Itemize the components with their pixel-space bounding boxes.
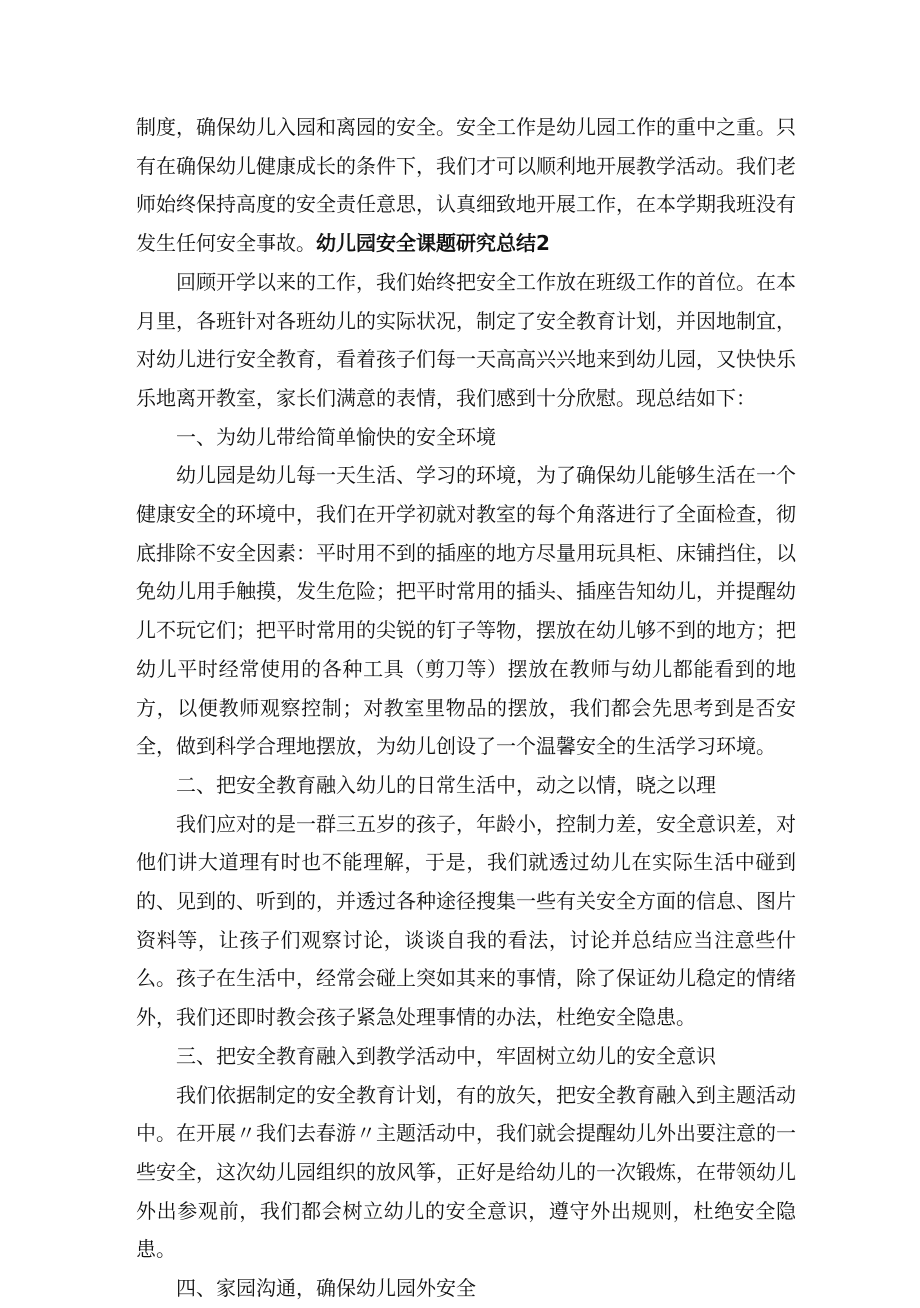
- paragraph-daily-life: 我们应对的是一群三五岁的孩子，年龄小，控制力差，安全意识差，对他们讲大道理有时也不能理解，于是，我们就透过幼儿在实际生活中碰到的、见到的、听到的，并透过各种途径搜集一些有关安全方面的信息、图片资料等，让孩子们观察讨论，谈谈自我的看法，讨论并总结应当注意些什么。孩子在生活中，经常会碰上突如其来的事情，除了保证幼儿稳定的情绪外，我们还即时教会孩子紧急处理事情的办法，杜绝安全隐患。: [136, 811, 796, 1030]
- paragraph-environment: 幼儿园是幼儿每一天生活、学习的环境，为了确保幼儿能够生活在一个健康安全的环境中，我们在开学初就对教室的每个角落进行了全面检查，彻底排除不安全因素：平时用不到的插座的地方尽量用玩具柜、床铺挡住，以免幼儿用手触摸，发生危险；把平时常用的插头、插座告知幼儿，并提醒幼儿不玩它们；把平时常用的尖锐的钉子等物，摆放在幼儿够不到的地方；把幼儿平时经常使用的各种工具（剪刀等）摆放在教师与幼儿都能看到的地方，以便教师观察控制；对教室里物品的摆放，我们都会先思考到是否安全，做到科学合理地摆放，为幼儿创设了一个温馨安全的生活学习环境。: [136, 463, 796, 759]
- subheading-environment: 一、为幼儿带给简单愉快的安全环境: [176, 424, 496, 449]
- subheading-home-school: 四、家园沟通，确保幼儿园外安全: [176, 1276, 476, 1301]
- paragraph-intro: 回顾开学以来的工作，我们始终把安全工作放在班级工作的首位。在本月里，各班针对各班幼儿的实际状况，制定了安全教育计划，并因地制宜，对幼儿进行安全教育，看着孩子们每一天高高兴兴地来到幼儿园，又快快乐乐地离开教室，家长们满意的表情，我们感到十分欣慰。现总结如下：: [136, 269, 796, 410]
- continuation-text: 制度，确保幼儿入园和离园的安全。安全工作是幼儿园工作的重中之重。只有在确保幼儿健康成长的条件下，我们才可以顺利地开展教学活动。我们老师始终保持高度的安全责任意思，认真细致地开展工作，在本学期我班没有发生任何安全事故。: [136, 115, 796, 256]
- paragraph-teaching: 我们依据制定的安全教育计划，有的放矢，把安全教育融入到主题活动中。在开展〃我们去春游〃主题活动中，我们就会提醒幼儿外出要注意的一些安全，这次幼儿园组织的放风筝，正好是给幼儿的一次锻炼，在带领幼儿外出参观前，我们都会树立幼儿的安全意识，遵守外出规则，杜绝安全隐患。: [136, 1082, 796, 1262]
- document-page: [136, 108, 796, 1308]
- section-title: 幼儿园安全课题研究总结2: [316, 231, 550, 256]
- subheading-teaching: 三、把安全教育融入到教学活动中，牢固树立幼儿的安全意识: [176, 1043, 716, 1068]
- continuation-paragraph: [136, 108, 796, 263]
- subheading-daily-life: 二、把安全教育融入幼儿的日常生活中，动之以情，晓之以理: [176, 772, 716, 797]
